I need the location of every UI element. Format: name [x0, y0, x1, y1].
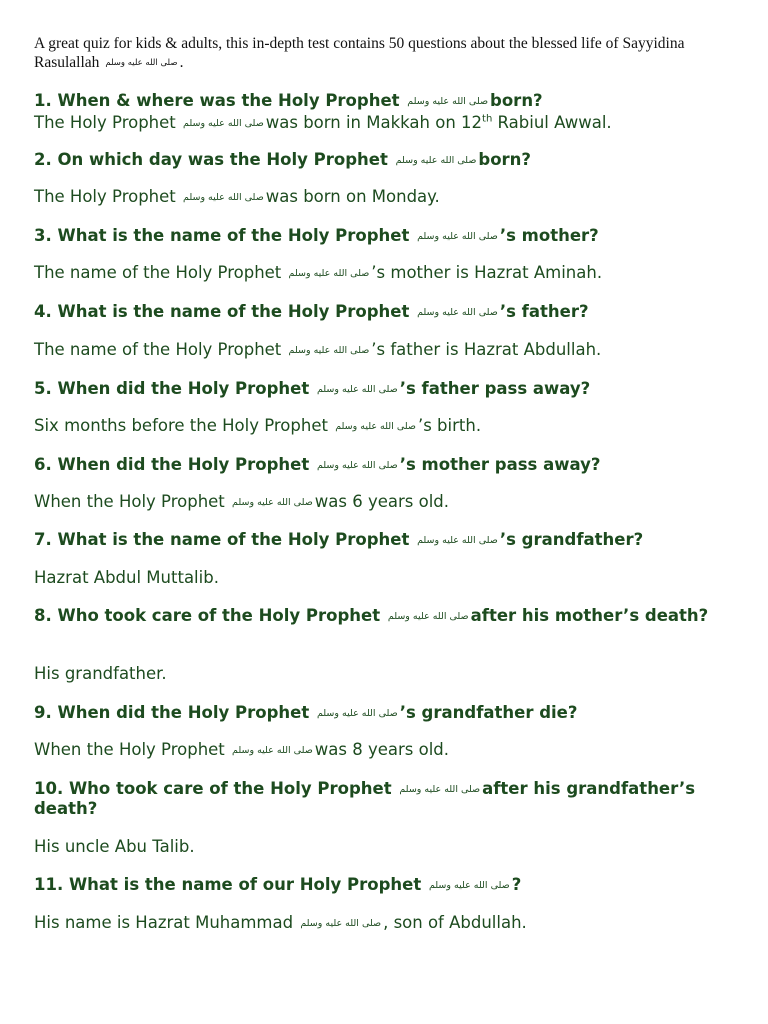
- answer-text: The Holy Prophet: [34, 187, 176, 206]
- honorific-text: صلى الله عليه وسلم: [232, 497, 313, 508]
- question-text-end: after his grandfather’s death?: [34, 779, 696, 818]
- answer-3: [34, 263, 602, 284]
- answer-text-end: ’s birth.: [417, 416, 482, 435]
- answer-5: [34, 416, 481, 437]
- question-text-end: born?: [478, 150, 531, 169]
- honorific-text: صلى الله عليه وسلم: [335, 421, 416, 432]
- question-9: [34, 703, 577, 723]
- intro-text: A great quiz for kids & adults, this in-depth test contains 50 questions about the blessed life of Sayyidina Rasulallah: [34, 35, 685, 71]
- question-5: [34, 379, 590, 399]
- question-2: [34, 150, 531, 170]
- honorific-text: صلى الله عليه وسلم: [288, 268, 370, 279]
- honorific-text: صلى الله عليه وسلم: [395, 155, 477, 166]
- answer-text-end: was 8 years old.: [314, 740, 450, 759]
- answer-10: His uncle Abu Talib.: [34, 837, 195, 856]
- honorific-text: صلى الله عليه وسلم: [387, 611, 469, 622]
- question-text: 9. When did the Holy Prophet: [34, 703, 310, 722]
- answer-text: The name of the Holy Prophet: [34, 340, 282, 359]
- question-text: 8. Who took care of the Holy Prophet: [34, 606, 381, 625]
- honorific-text: صلى الله عليه وسلم: [417, 231, 498, 242]
- question-text: 7. What is the name of the Holy Prophet: [34, 530, 410, 549]
- answer-text-tail: Rabiul Awwal.: [492, 113, 612, 132]
- answer-1: [34, 113, 612, 134]
- answer-2: [34, 187, 440, 208]
- question-text-end: ’s father?: [499, 302, 589, 321]
- question-text: 2. On which day was the Holy Prophet: [34, 150, 388, 169]
- question-3: [34, 226, 599, 246]
- answer-9: [34, 740, 449, 761]
- honorific-text: صلى الله عليه وسلم: [300, 918, 382, 929]
- question-1: [34, 91, 543, 111]
- question-text-end: ’s grandfather die?: [399, 703, 578, 722]
- question-text: 5. When did the Holy Prophet: [34, 379, 310, 398]
- answer-11: [34, 913, 527, 934]
- answer-text: The Holy Prophet: [34, 113, 176, 132]
- ordinal-suffix: th: [482, 113, 493, 125]
- question-11: [34, 875, 521, 895]
- answer-text: Six months before the Holy Prophet: [34, 416, 328, 435]
- answer-text-end: was born on Monday.: [265, 187, 440, 206]
- question-7: [34, 530, 643, 550]
- honorific-text: صلى الله عليه وسلم: [399, 784, 481, 795]
- question-text: 1. When & where was the Holy Prophet: [34, 91, 400, 110]
- honorific-text: صلى الله عليه وسلم: [428, 880, 510, 891]
- honorific-text: صلى الله عليه وسلم: [316, 708, 398, 719]
- honorific-text: صلى الله عليه وسلم: [316, 384, 398, 395]
- answer-4: [34, 340, 601, 361]
- question-text-end: born?: [490, 91, 543, 110]
- question-text: 6. When did the Holy Prophet: [34, 455, 310, 474]
- question-4: [34, 302, 589, 322]
- answer-text: His name is Hazrat Muhammad: [34, 913, 294, 932]
- honorific-text: صلى الله عليه وسلم: [232, 745, 313, 756]
- intro-end: .: [179, 54, 184, 71]
- answer-text-end: ’s father is Hazrat Abdullah.: [371, 340, 602, 359]
- question-text: 4. What is the name of the Holy Prophet: [34, 302, 410, 321]
- answer-text: The name of the Holy Prophet: [34, 263, 282, 282]
- question-text-end: after his mother’s death?: [470, 606, 709, 625]
- question-text: 3. What is the name of the Holy Prophet: [34, 226, 410, 245]
- answer-text-end: was 6 years old.: [314, 492, 450, 511]
- answer-8: His grandfather.: [34, 664, 167, 683]
- honorific-text: صلى الله عليه وسلم: [183, 192, 264, 203]
- answer-text-end: , son of Abdullah.: [383, 913, 527, 932]
- question-8: [34, 606, 724, 626]
- question-text-end: ’s mother pass away?: [399, 455, 601, 474]
- question-text-end: ’s father pass away?: [399, 379, 591, 398]
- honorific-text: صلى الله عليه وسلم: [417, 307, 498, 318]
- answer-text-end: was born in Makkah on 12: [265, 113, 483, 132]
- question-text-end: ’s grandfather?: [499, 530, 644, 549]
- question-text: 11. What is the name of our Holy Prophet: [34, 875, 422, 894]
- question-text-end: ?: [511, 875, 522, 894]
- honorific-text: صلى الله عليه وسلم: [105, 58, 178, 68]
- intro-paragraph: [34, 34, 724, 73]
- answer-text: When the Holy Prophet: [34, 492, 225, 511]
- question-text: 10. Who took care of the Holy Prophet: [34, 779, 392, 798]
- question-10: [34, 779, 724, 818]
- answer-7: Hazrat Abdul Muttalib.: [34, 568, 219, 587]
- honorific-text: صلى الله عليه وسلم: [417, 535, 498, 546]
- question-text-end: ’s mother?: [499, 226, 599, 245]
- honorific-text: صلى الله عليه وسلم: [288, 345, 370, 356]
- answer-text: When the Holy Prophet: [34, 740, 225, 759]
- answer-6: [34, 492, 449, 513]
- answer-text-end: ’s mother is Hazrat Aminah.: [371, 263, 603, 282]
- honorific-text: صلى الله عليه وسلم: [407, 96, 489, 107]
- honorific-text: صلى الله عليه وسلم: [183, 118, 264, 129]
- honorific-text: صلى الله عليه وسلم: [316, 460, 398, 471]
- question-6: [34, 455, 600, 475]
